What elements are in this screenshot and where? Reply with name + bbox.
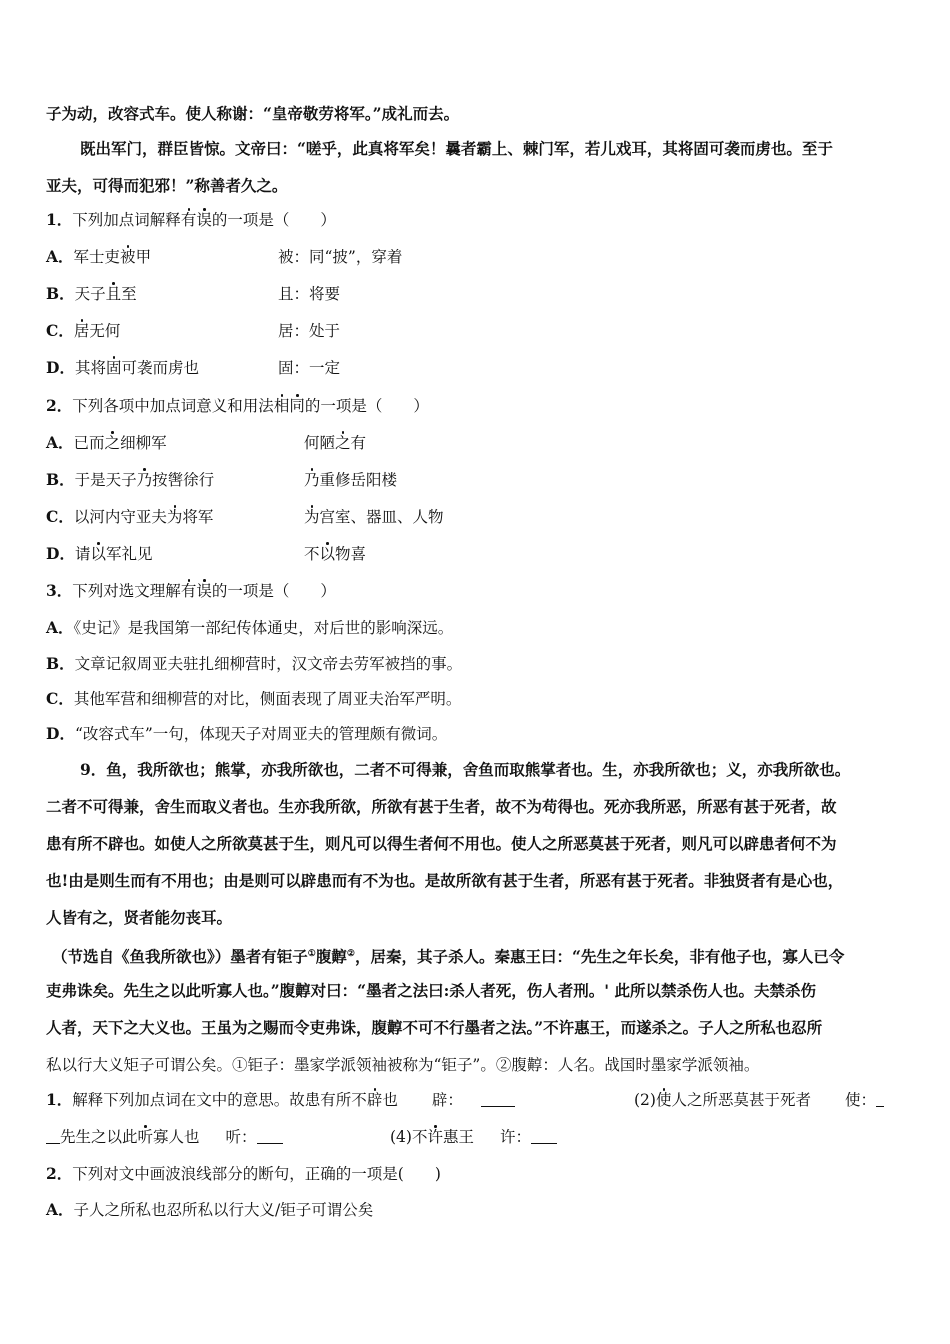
option-dot-word: 之 — [335, 434, 351, 452]
option-compare — [304, 470, 397, 490]
q9-1-line1 — [46, 1090, 515, 1110]
q9-1-item-label: (4)不 — [390, 1128, 428, 1146]
q9-1-text: 解释下列加点词在文中的意思。故患有所不 — [72, 1091, 367, 1109]
passage2-line9: 私以行大义矩子可谓公矣。①钜子：墨家学派领袖被称为“钜子”。②腹䵍：人名。战国时墨家学派领袖。 — [46, 1056, 760, 1074]
option-text: 重修岳阳楼 — [319, 471, 398, 489]
q3-stem-text: 下列对选文理解 — [72, 582, 181, 600]
q1-stem-dot2: 误 — [196, 211, 212, 229]
q1-stem — [46, 210, 336, 230]
q9-2-number: 2． — [46, 1164, 73, 1183]
option-text: 将军 — [182, 508, 214, 526]
q9-2-stem — [46, 1164, 441, 1184]
option-dot-word: 被 — [120, 248, 136, 266]
option-text: 何陋 — [304, 434, 336, 452]
passage-text: ，居秦，其子杀人。秦惠王曰：“先生之年长矣，非有他子也，寡人已令 — [354, 947, 845, 967]
q9-1-line2-part2 — [390, 1127, 557, 1147]
option-dot-word: 以 — [319, 545, 336, 563]
option-letter: B． — [46, 470, 75, 489]
q3-option-a — [46, 618, 453, 638]
q1-option-d — [46, 358, 341, 378]
passage2-line4: 也!由是则生而有不用也；由是则可以辟患而有不为也。是故所欲有甚于生者，所恶有甚于死者。非独贤者有是心也， — [46, 871, 844, 890]
option-text: 至 — [121, 285, 137, 303]
q2-stem-text: 下列各项中加点词意义和用法 — [72, 397, 274, 415]
q9-2-stem-text: 下列对文中画波浪线部分的断句，正确的一项是( ) — [72, 1165, 441, 1183]
option-letter: C． — [46, 507, 74, 526]
passage2-line8: 人者，天下之大义也。王虽为之赐而令吏弗诛，腹䵍不可不行墨者之法。”不许惠王，而遂杀之。子人之所私也忍所 — [46, 1018, 823, 1037]
q9-1-dot-word: 听 — [137, 1128, 154, 1146]
q3-stem — [46, 581, 336, 601]
answer-blank[interactable] — [257, 1129, 283, 1144]
q9-1-dot-word: 辟 — [366, 1091, 383, 1109]
option-letter: A． — [46, 247, 74, 266]
passage2-line5: 人皆有之，贤者能勿丧耳。 — [46, 908, 233, 927]
option-text: 可袭而虏也 — [121, 359, 199, 377]
option-letter: D． — [46, 544, 75, 563]
option-text: 军礼见 — [105, 545, 153, 563]
q2-stem — [46, 396, 429, 416]
option-text: 以河内守亚夫 — [73, 508, 167, 526]
option-dot-word: 为 — [166, 508, 183, 526]
passage2-line6 — [52, 944, 844, 967]
passage2-line1: 9．鱼，我所欲也；熊掌，亦我所欲也，二者不可得兼，舍鱼而取熊掌者也。生，亦我所欲也；义，亦我所欲也。 — [80, 760, 851, 779]
answer-blank[interactable] — [876, 1092, 884, 1107]
passage-text: 腹䵍 — [315, 947, 347, 967]
option-letter: A． — [46, 433, 74, 452]
q1-option-a — [46, 247, 403, 267]
option-dot-word: 固 — [105, 359, 122, 377]
q1-option-b — [46, 284, 341, 304]
q9-1-item-label: (2) — [634, 1091, 656, 1109]
option-dot-word: 且 — [105, 285, 122, 303]
option-text: “改容式车”一句，体现天子对周亚夫的管理颇有微词。 — [74, 725, 448, 743]
option-letter: B． — [46, 654, 75, 673]
q9-1-line2 — [46, 1127, 283, 1147]
q3-stem-dot1: 有 — [180, 582, 197, 600]
q9-1-text: 也 — [382, 1091, 398, 1109]
q9-1-dot-word: 使 — [655, 1091, 672, 1109]
q1-stem-tail: 的一项是（ ） — [211, 211, 336, 229]
q2-number: 2． — [46, 396, 73, 415]
option-letter: B． — [46, 284, 75, 303]
answer-blank[interactable] — [531, 1129, 557, 1144]
option-dot-word: 以 — [90, 545, 106, 563]
q2-stem-dot1: 相 — [273, 397, 290, 415]
option-text: 其他军营和细柳营的对比，侧面表现了周亚夫治军严明。 — [73, 690, 462, 708]
option-text: 《史记》是我国第一部纪传体通史，对后世的影响深远。 — [73, 619, 454, 637]
q3-number: 3． — [46, 581, 73, 600]
q1-number: 1． — [46, 210, 73, 229]
option-dot-word: 之 — [104, 434, 121, 452]
q3-stem-tail: 的一项是（ ） — [211, 582, 336, 600]
option-letter: D． — [46, 724, 75, 743]
passage1-line2: 既出军门，群臣皆惊。文帝曰：“嗟乎，此真将军矣！曩者霸上、棘门军，若儿戏耳，其将固可袭而虏也。至于 — [80, 139, 833, 158]
passage2-line3: 患有所不辟也。如使人之所欲莫甚于生，则凡可以得生者何不用也。使人之所恶莫甚于死者，则凡可以辟患者何不为 — [46, 834, 837, 853]
answer-blank[interactable] — [481, 1092, 515, 1107]
q9-1-text: 惠王 — [442, 1128, 474, 1146]
q2-stem-tail: 的一项是（ ） — [304, 397, 429, 415]
q9-1-number: 1． — [46, 1090, 73, 1109]
option-explanation: 且：将要 — [278, 285, 341, 303]
option-text: 无何 — [89, 322, 121, 340]
q3-option-c — [46, 689, 461, 709]
passage1-line3: 亚夫，可得而犯邪！”称善者久之。 — [46, 176, 288, 195]
option-text: 文章记叙周亚夫驻扎细柳营时，汉文帝去劳军被挡的事。 — [74, 655, 463, 673]
option-text: 天子 — [74, 285, 106, 303]
option-letter: C． — [46, 689, 74, 708]
answer-blank[interactable] — [46, 1129, 60, 1144]
option-text: 军士吏 — [73, 248, 121, 266]
option-letter: C． — [46, 321, 74, 340]
q9-1-line1-part2 — [634, 1090, 884, 1110]
option-dot-word: 乃 — [304, 471, 320, 489]
q1-option-c — [46, 321, 341, 341]
q9-1-dot-word: 许 — [427, 1128, 443, 1146]
q9-2-option-a — [46, 1200, 373, 1220]
option-text: 按辔徐行 — [152, 471, 215, 489]
option-text: 其将 — [74, 359, 106, 377]
q9-1-text: 人之所恶莫甚于死者 — [671, 1091, 811, 1109]
footnote-mark: ② — [346, 949, 355, 959]
q3-stem-dot2: 误 — [196, 582, 212, 600]
q9-1-answer-label: 使： — [845, 1091, 877, 1109]
option-letter: D． — [46, 358, 75, 377]
q9-1-answer-label: 许： — [500, 1128, 532, 1146]
q9-1-text: 寡人也 — [153, 1128, 200, 1146]
option-text: 细柳军 — [120, 434, 167, 452]
q9-1-text: 先生之以此 — [60, 1128, 138, 1146]
q2-option-a — [46, 433, 367, 453]
option-text: 宫室、器皿、人物 — [319, 508, 444, 526]
option-letter: A． — [46, 1200, 74, 1219]
option-letter: A． — [46, 618, 74, 637]
option-dot-word: 乃 — [136, 471, 153, 489]
q2-option-c — [46, 507, 444, 527]
q3-option-b — [46, 654, 462, 674]
option-text: 子人之所私也忍所私以行大义/钜子可谓公矣 — [73, 1201, 374, 1219]
option-compare — [304, 507, 444, 527]
q2-option-b — [46, 470, 398, 490]
passage1-line1: 子为动，改容式车。使人称谢：“皇帝敬劳将军。”成礼而去。 — [46, 104, 460, 123]
option-text: 于是天子 — [74, 471, 137, 489]
option-text: 已而 — [73, 434, 105, 452]
passage-text: （节选自《鱼我所欲也》）墨者有钜子 — [52, 947, 308, 967]
q2-stem-dot2: 同 — [289, 397, 305, 415]
option-dot-word: 居 — [73, 322, 90, 340]
option-compare — [304, 433, 366, 453]
q1-stem-dot1: 有 — [180, 211, 197, 229]
q1-stem-text: 下列加点词解释 — [72, 211, 181, 229]
option-explanation: 被：同“披”，穿着 — [278, 248, 403, 266]
passage2-line7: 吏弗诛矣。先生之以此听寡人也。”腹䵍对曰：“墨者之法曰:杀人者死，伤人者刑。' 此所以禁杀伤人也。夫禁杀伤 — [46, 981, 816, 1000]
option-text: 不 — [304, 545, 320, 563]
q9-1-answer-label: 辟： — [431, 1091, 463, 1109]
option-text: 甲 — [135, 248, 152, 266]
option-dot-word: 为 — [304, 508, 320, 526]
option-text: 物喜 — [335, 545, 367, 563]
q9-1-answer-label: 听： — [225, 1128, 257, 1146]
option-text: 请 — [74, 545, 91, 563]
passage2-line2: 二者不可得兼，舍生而取义者也。生亦我所欲，所欲有甚于生者，故不为苟得也。死亦我所恶，所恶有甚于死者，故 — [46, 797, 837, 816]
option-explanation: 居：处于 — [278, 322, 341, 340]
footnote-mark: ① — [307, 949, 316, 959]
option-explanation: 固：一定 — [278, 359, 341, 377]
option-compare — [304, 544, 366, 564]
q3-option-d — [46, 724, 447, 744]
option-text: 有 — [350, 434, 367, 452]
q2-option-d — [46, 544, 367, 564]
